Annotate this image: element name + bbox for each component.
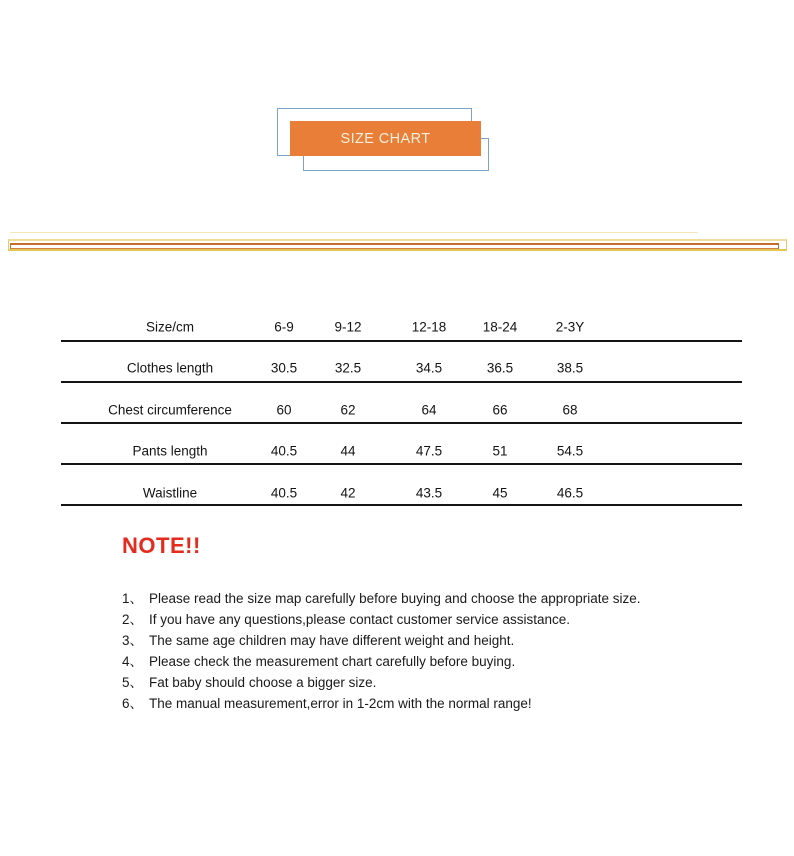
table-cell: 30.5: [270, 360, 298, 376]
list-item: [122, 609, 682, 630]
note-number: 4、: [122, 654, 144, 669]
note-heading: NOTE!!: [122, 533, 201, 558]
size-table: [61, 306, 742, 506]
table-rule: [61, 504, 742, 506]
table-cell: 51: [492, 443, 508, 459]
row-label: Chest circumference: [108, 402, 232, 418]
list-item: [122, 693, 682, 714]
table-cell: 60: [276, 402, 292, 418]
note-text: Please check the measurement chart carefully before buying.: [149, 654, 516, 669]
note-list: [122, 588, 682, 714]
column-header: 18-24: [482, 319, 518, 335]
note-text: The same age children may have different weight and height.: [149, 633, 515, 648]
note-number: 5、: [122, 675, 144, 690]
table-cell: 54.5: [556, 443, 584, 459]
note-text: The manual measurement,error in 1-2cm with the normal range!: [149, 696, 532, 711]
divider-orange-rule: [10, 243, 779, 249]
table-cell: 32.5: [334, 360, 362, 376]
table-cell: 64: [421, 402, 437, 418]
note-number: 3、: [122, 633, 144, 648]
list-item: [122, 672, 682, 693]
table-cell: 46.5: [556, 485, 584, 501]
table-cell: 62: [340, 402, 356, 418]
note-number: 1、: [122, 591, 144, 606]
column-header: 12-18: [411, 319, 447, 335]
row-label: Waistline: [142, 485, 198, 501]
note-text: If you have any questions,please contact customer service assistance.: [149, 612, 570, 627]
table-rule: [61, 422, 742, 424]
note-text: Please read the size map carefully before buying and choose the appropriate size.: [149, 591, 641, 606]
size-chart-title-banner: [290, 121, 481, 156]
row-label: Pants length: [132, 443, 208, 459]
table-cell: 40.5: [270, 443, 298, 459]
divider-faint-line: [10, 232, 698, 233]
table-cell: 40.5: [270, 485, 298, 501]
table-cell: 66: [492, 402, 508, 418]
table-cell: 47.5: [415, 443, 443, 459]
row-label: Clothes length: [126, 360, 214, 376]
column-header: Size/cm: [145, 319, 195, 335]
table-cell: 34.5: [415, 360, 443, 376]
list-item: [122, 651, 682, 672]
table-rule: [61, 381, 742, 383]
table-cell: 68: [562, 402, 578, 418]
table-rule: [61, 463, 742, 465]
column-header: 6-9: [274, 319, 294, 335]
table-cell: 43.5: [415, 485, 443, 501]
note-number: 6、: [122, 696, 144, 711]
column-header: 2-3Y: [555, 319, 585, 335]
table-cell: 36.5: [486, 360, 514, 376]
table-cell: 38.5: [556, 360, 584, 376]
table-rule: [61, 340, 742, 342]
column-header: 9-12: [334, 319, 362, 335]
note-number: 2、: [122, 612, 144, 627]
table-cell: 45: [492, 485, 508, 501]
page-title: SIZE CHART: [340, 130, 431, 147]
table-cell: 44: [340, 443, 356, 459]
table-cell: 42: [340, 485, 356, 501]
list-item: [122, 588, 682, 609]
note-text: Fat baby should choose a bigger size.: [149, 675, 377, 690]
list-item: [122, 630, 682, 651]
